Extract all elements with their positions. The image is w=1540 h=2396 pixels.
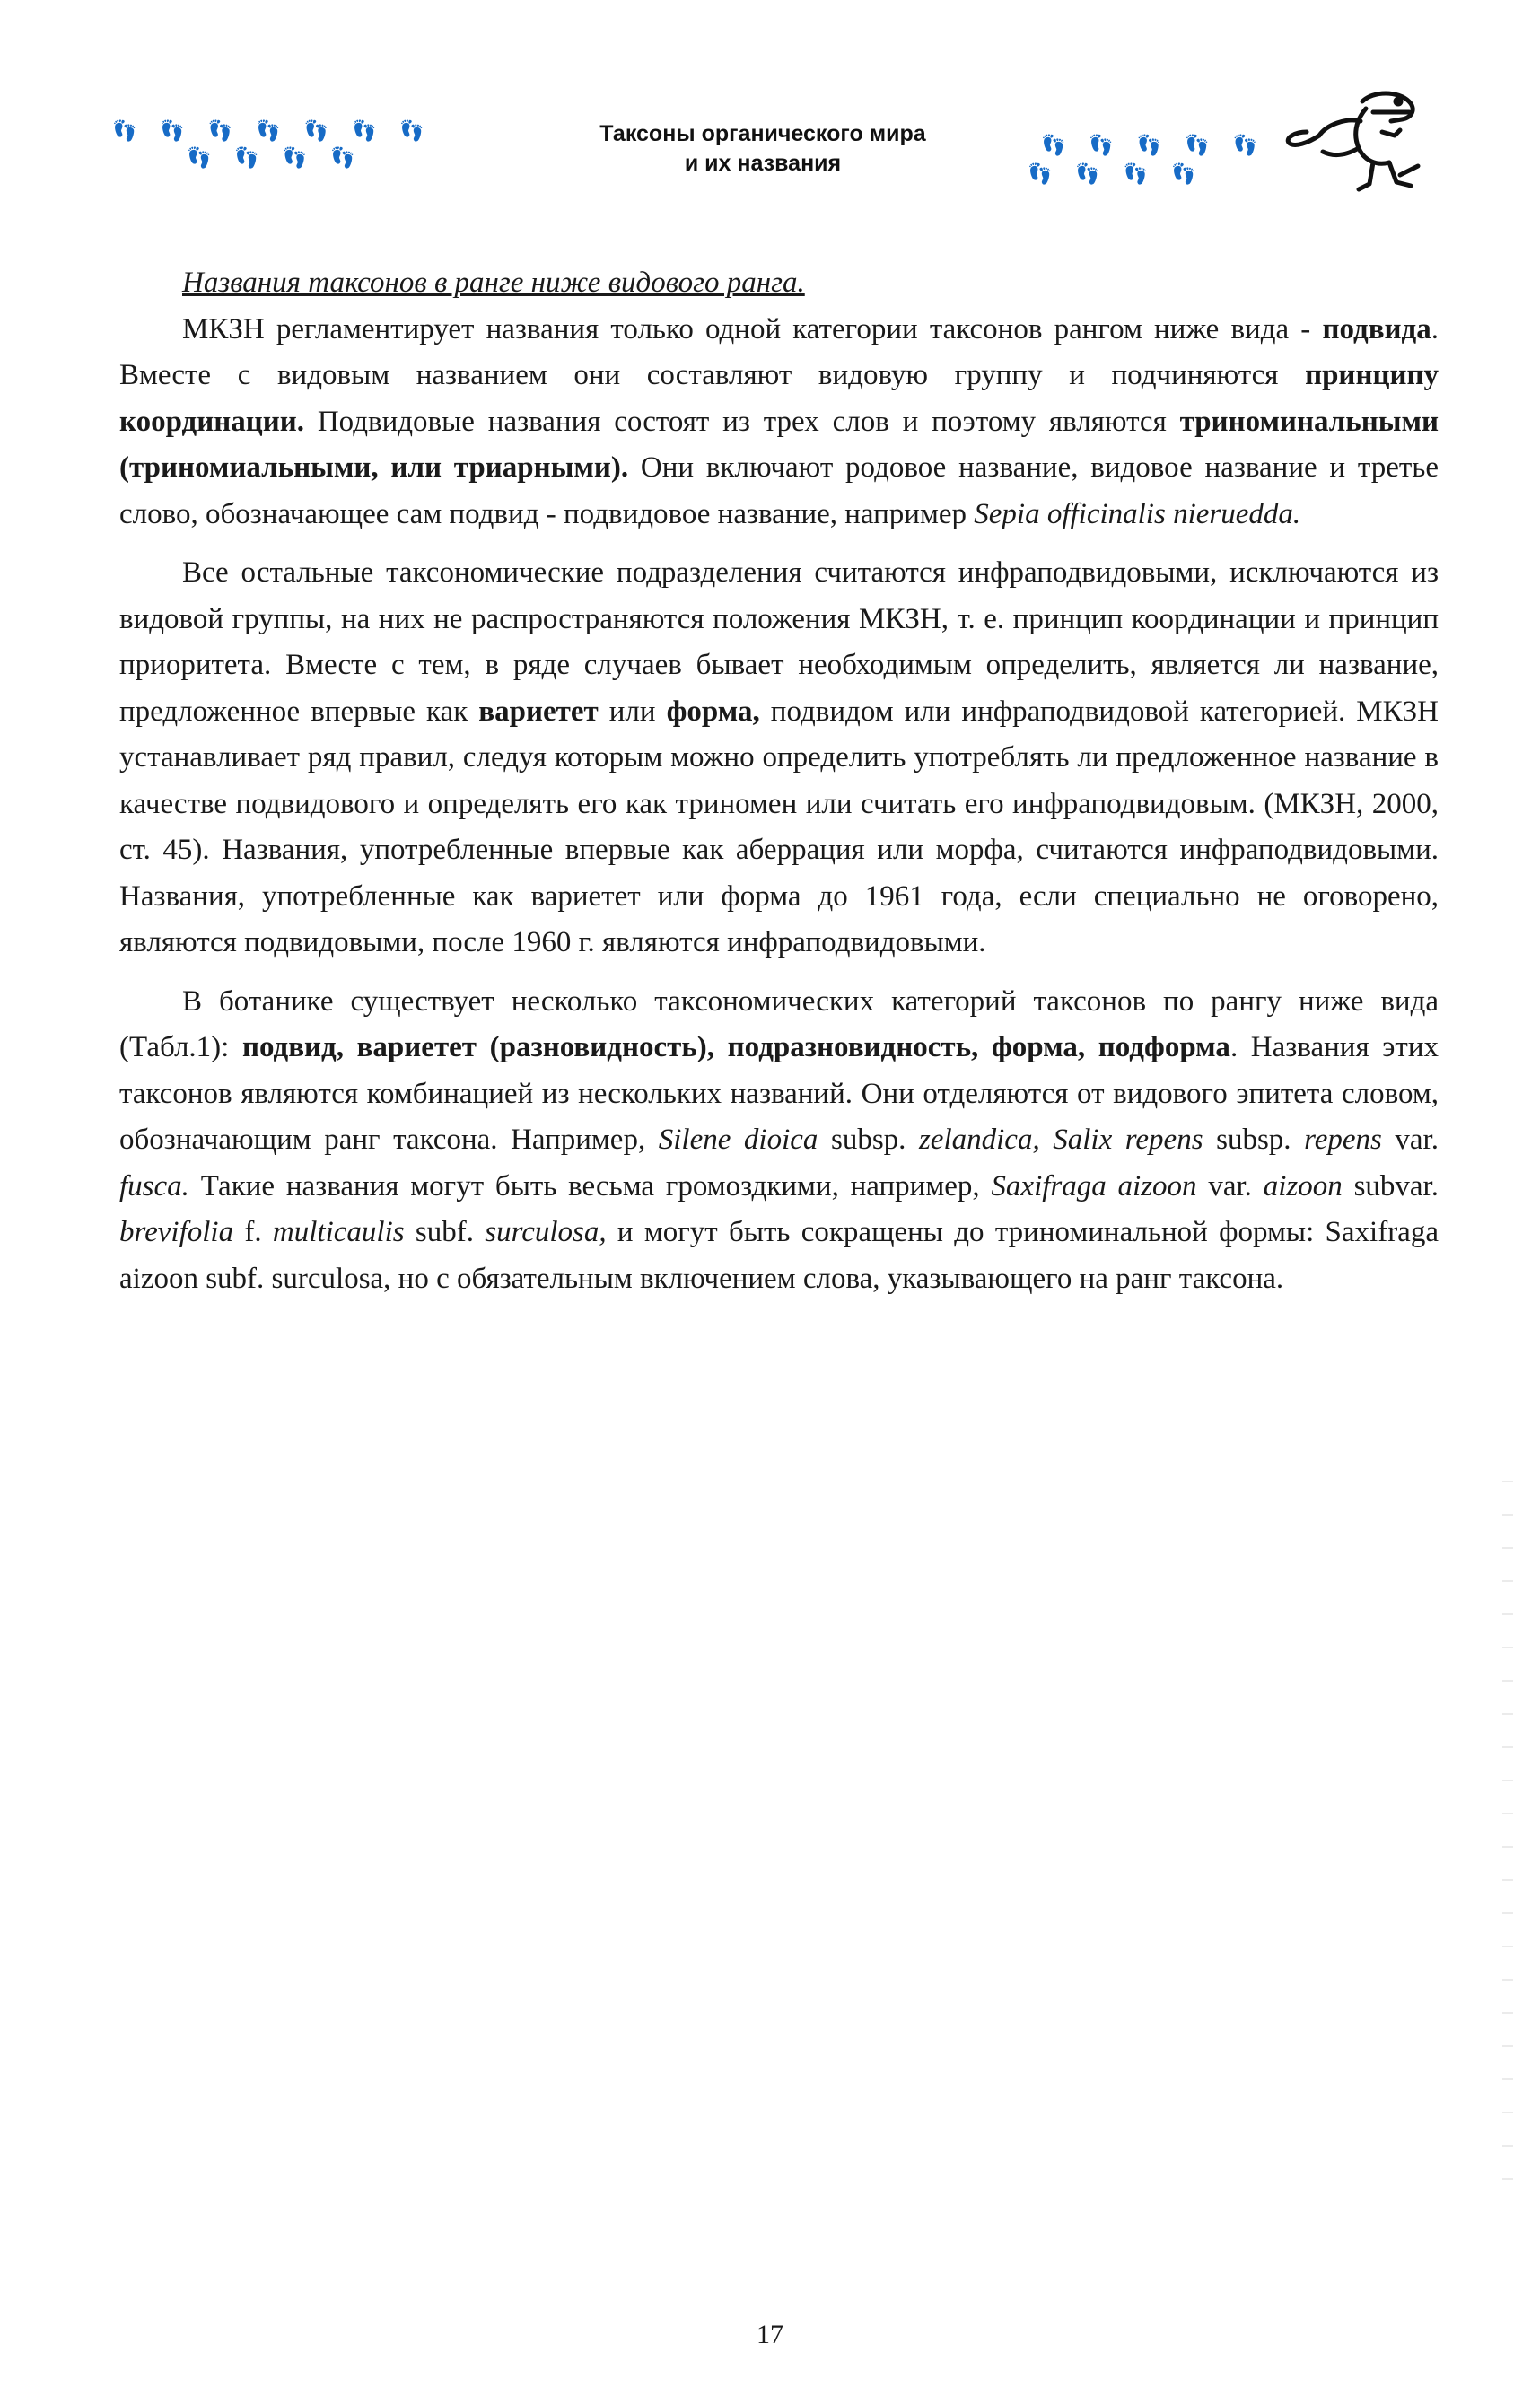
bold-term: подвид, вариетет (разновидность), подразновидность, форма, подформа bbox=[241, 1031, 1230, 1063]
text-run: В ботанике существует несколько таксономических категорий таксонов по рангу ниже вида (Табл.1): bbox=[119, 984, 1439, 1063]
bold-term: форма, bbox=[666, 695, 760, 728]
scan-edge-noise bbox=[1502, 1481, 1513, 2199]
header-title-line1: Таксоны органического мира bbox=[599, 121, 926, 146]
text-run: Они включают родовое название, видовое название и третье слово, обозначающее сам подвид - подвидовое название, например bbox=[119, 451, 1439, 530]
text-run: . Названия этих таксонов являются комбинацией из нескольких названий. Они отделяются от видового эпитета словом, обозначающим ранг таксона. Например, bbox=[119, 1031, 1439, 1156]
paragraph-2 bbox=[119, 550, 1439, 966]
footprints-left-row1: 👣👣👣👣👣👣👣 bbox=[112, 119, 448, 142]
text-run: subvar. bbox=[1342, 1169, 1439, 1202]
italic-species-name: surculosa, bbox=[485, 1216, 607, 1248]
text-run: subsp. bbox=[818, 1124, 919, 1156]
italic-species-name: Saxifraga aizoon bbox=[991, 1169, 1197, 1202]
text-run: подвидом или инфраподвидовой категорией. МКЗН устанавливает ряд правил, следуя которым можно определить употреблять ли предложенное название в качестве подвидового и определять его как триномен или считать его инфраподвидовым. (МКЗН, 2000, ст. 45). Названия, употребленные впервые как аберрация или морфа, считаются инфраподвидовыми. Названия, употребленные как вариетет или форма до 1961 года, если специально не оговорено, являются подвидовыми, после 1960 г. являются инфраподвидовыми. bbox=[119, 695, 1439, 958]
header-title bbox=[538, 119, 987, 179]
text-run: f. bbox=[233, 1216, 273, 1248]
italic-species-name: repens bbox=[1304, 1124, 1382, 1156]
text-run: subsp. bbox=[1203, 1124, 1305, 1156]
text-run: Подвидовые названия состоят из трех слов и поэтому являются bbox=[304, 405, 1180, 438]
italic-species-name: brevifolia bbox=[119, 1216, 234, 1248]
italic-species-name: zelandica, Salix repens bbox=[918, 1124, 1203, 1156]
bold-term: триноминальными (триномиальными, или триарными). bbox=[119, 405, 1439, 484]
text-run: var. bbox=[1196, 1169, 1264, 1202]
text-run: var. bbox=[1381, 1124, 1439, 1156]
bold-term: принципу координации. bbox=[119, 359, 1439, 438]
text-run: Все остальные таксономические подразделения считаются инфраподвидовыми, исключаются из видовой группы, на них не распространяются положения МКЗН, т. е. принцип координации и принцип приоритета. Вместе с тем, в ряде случаев бывает необходимым определить, является ли название, предложенное впервые как bbox=[119, 556, 1439, 728]
italic-species-name: Silene dioica bbox=[658, 1124, 818, 1156]
footprints-left-row2: 👣👣👣👣 bbox=[187, 146, 379, 169]
text-run: . Вместе с видовым названием они составляют видовую группу и подчиняются bbox=[119, 312, 1439, 391]
italic-species-name: multicaulis bbox=[272, 1216, 405, 1248]
footprints-right-row1: 👣👣👣👣👣 bbox=[1041, 134, 1281, 156]
text-run: МКЗН регламентирует названия только одной категории таксонов рангом ниже вида - bbox=[182, 312, 1323, 345]
text-run: или bbox=[598, 695, 667, 728]
dinosaur-icon bbox=[1283, 85, 1427, 202]
page-number-text: 17 bbox=[757, 2320, 783, 2349]
bold-term: подвида bbox=[1322, 312, 1431, 345]
italic-species-name: aizoon bbox=[1263, 1169, 1343, 1202]
italic-species-name: fusca. bbox=[119, 1169, 189, 1202]
bold-term: вариетет bbox=[478, 695, 599, 728]
paragraph-3 bbox=[119, 979, 1439, 1303]
text-run: и могут быть сокращены до триноминальной формы: Saxifraga aizoon subf. surculosa, но с обязательным включением слова, указывающего на ранг таксона. bbox=[119, 1216, 1439, 1295]
paragraph-1 bbox=[119, 307, 1439, 538]
text-run: Такие названия могут быть весьма громоздкими, например, bbox=[188, 1169, 992, 1202]
section-title: Названия таксонов в ранге ниже видового ранга. bbox=[182, 267, 805, 299]
text-run: subf. bbox=[404, 1216, 486, 1248]
header-title-line2: и их названия bbox=[684, 151, 842, 176]
running-header bbox=[0, 85, 1540, 229]
footprints-right-row2: 👣👣👣👣 bbox=[1028, 162, 1220, 185]
main-text bbox=[119, 260, 1439, 1315]
italic-species-name: Sepia officinalis nieruedda. bbox=[974, 497, 1301, 530]
